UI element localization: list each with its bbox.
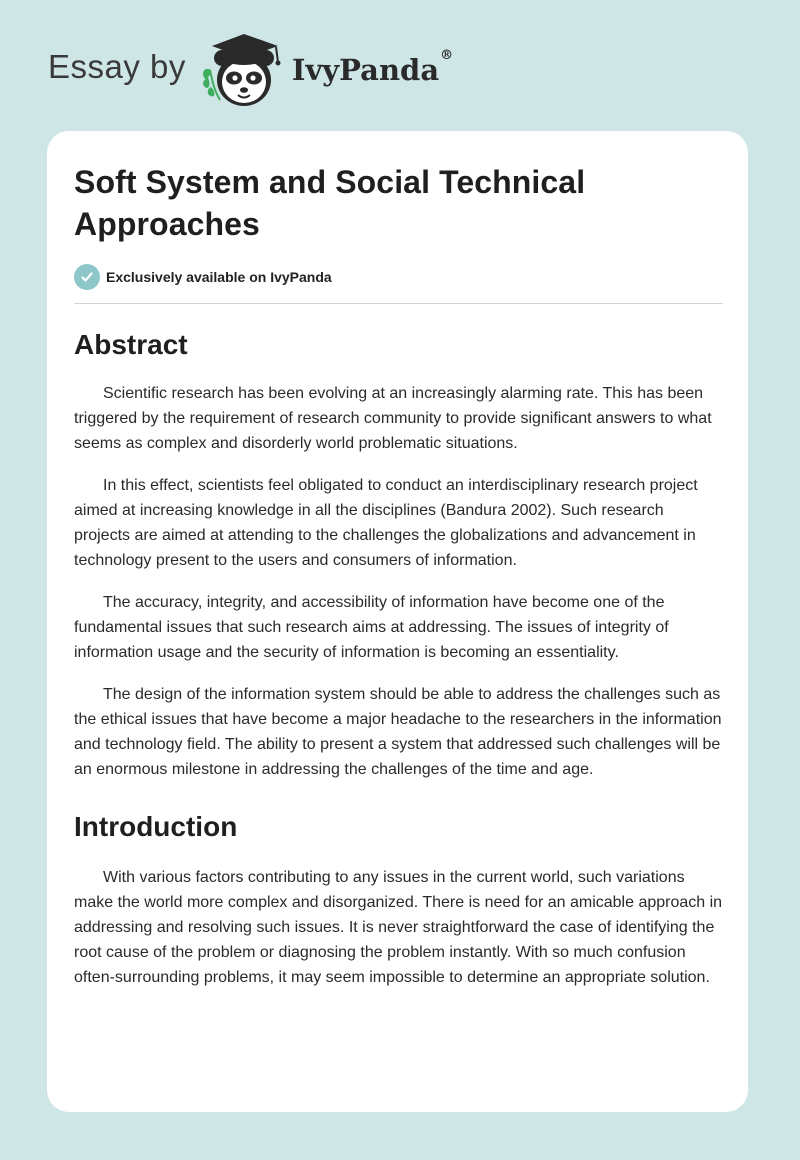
essay-card xyxy=(47,131,748,1112)
badge-label: Exclusively available on IvyPanda xyxy=(106,269,332,285)
divider xyxy=(74,303,723,304)
exclusive-badge xyxy=(74,263,724,291)
essay-by-label: Essay by xyxy=(48,48,186,85)
paragraph: With various factors contributing to any issues in the current world, such variations make the world more complex and disorganized. There is need for an amicable approach in addressing and resolving such issues. It is never straightforward the case of identifying the root cause of the problem or diagnosing the problem instantly. With so much confusion often-surrounding problems, it may seem impossible to determine an appropriate solution. xyxy=(74,869,723,986)
paragraph: Scientific research has been evolving at an increasingly alarming rate. This has been triggered by the requirement of research community to provide significant answers to what seems as complex and disorderly world problematic situations. xyxy=(74,385,712,452)
registered-mark: ® xyxy=(440,48,454,64)
panda-graduate-icon[interactable] xyxy=(198,28,290,112)
abstract-heading: Abstract xyxy=(74,329,188,360)
paragraph: The accuracy, integrity, and accessibility of information have become one of the fundamental issues that such research aims at addressing. The issues of integrity of information usage and the security of information is becoming an essentiality. xyxy=(74,594,669,661)
introduction-heading: Introduction xyxy=(74,811,238,842)
check-circle-icon xyxy=(74,264,100,290)
site-header xyxy=(48,28,453,112)
brand-label: IvyPanda xyxy=(291,53,440,87)
brand-name[interactable] xyxy=(291,48,454,87)
essay-content xyxy=(74,161,724,990)
page-title: Soft System and Social Technical Approaches xyxy=(74,164,586,242)
paragraph: In this effect, scientists feel obligated to conduct an interdisciplinary research project aimed at increasing knowledge in all the disciplines (Bandura 2002). Such research projects are aimed at attending to the challenges the globalizations and advancement in technology present to the users and consumers of information. xyxy=(74,477,698,569)
paragraph: The design of the information system should be able to address the challenges such as the ethical issues that have become a major headache to the researchers in the information and technology field. The ability to present a system that addressed such challenges will be an enormous milestone in addressing the challenges of the time and age. xyxy=(74,686,722,778)
